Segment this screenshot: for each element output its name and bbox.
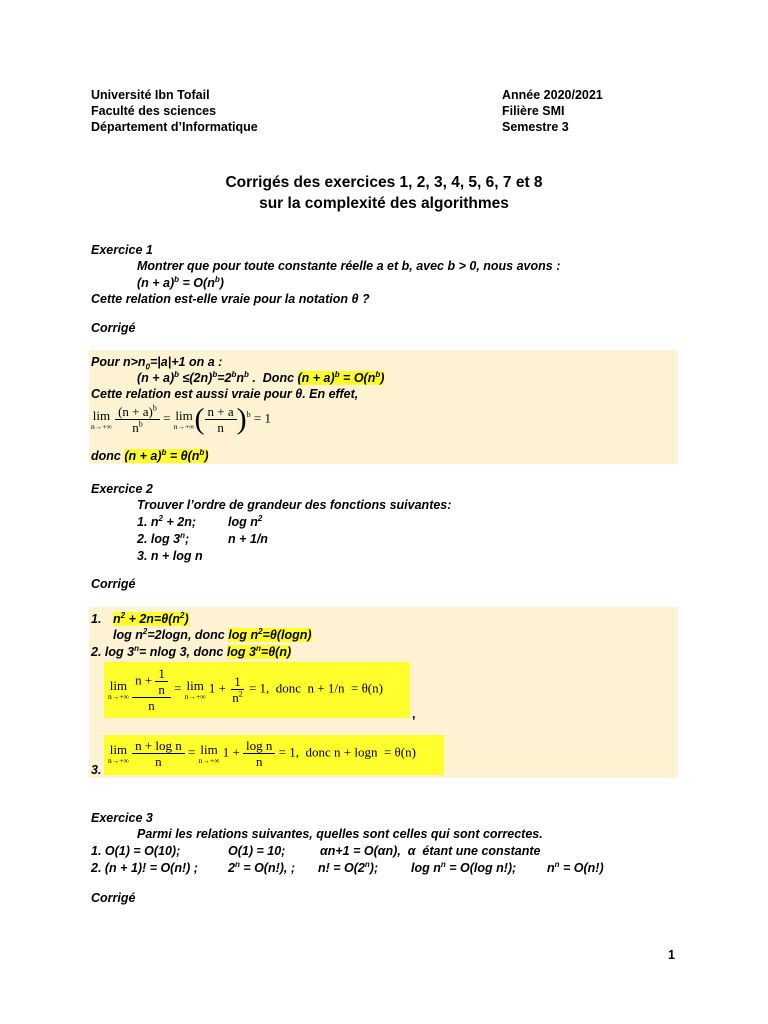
document-title-line2: sur la complexité des algorithmes	[259, 195, 509, 212]
ex3-corrige-label: Corrigé	[91, 891, 136, 905]
header-department: Département d’Informatique	[91, 120, 258, 134]
ex1-heading: Exercice 1	[91, 243, 153, 257]
ex1-question: Cette relation est-elle vraie pour la notation θ ?	[91, 292, 370, 306]
ex2-sol-number-3: 3.	[91, 763, 102, 777]
ex1-highlight-theta: $(n + a)^b = \theta(n^b)$	[124, 447, 209, 463]
ex2-statement: Trouver l’ordre de grandeur des fonctions suivantes:	[137, 498, 452, 512]
ex3-rel-2d: $\log n^n = O(\log$ n!);	[411, 859, 517, 875]
page-number: 1	[668, 948, 675, 962]
ex2-limit-formula-3: lim n→+∞ $\frac{\text{n + log n}}{n}$ = lim n→+∞ 1 + $\frac{\text{log n}}{n}$ = 1, donc n + logn = θ(n)	[104, 735, 444, 775]
theta-symbol: θ ?	[351, 292, 370, 306]
ex2-function-2b: n + 1/n	[228, 532, 268, 546]
ex2-sol-line2: $\log n^2=2\log n$, donc $\log n^2=\theta(\log n)$	[113, 626, 312, 642]
ex3-heading: Exercice 3	[91, 811, 153, 825]
ex2-comma: ,	[412, 707, 416, 721]
header-university: Université Ibn Tofail	[91, 88, 210, 102]
ex2-corrige-label: Corrigé	[91, 577, 136, 591]
ex3-rel-2b: $2^n = O(n!)$, ;	[228, 859, 296, 875]
ex1-relation: $(n + a)^b = O(n^b)$	[137, 274, 224, 290]
ex1-sol-line4: donc $(n + a)^b = \theta(n^b)$	[91, 447, 209, 463]
ex3-rel-2c: n! = $O(2^n)$;	[318, 859, 379, 875]
ex2-limit-formula-2: lim n→+∞ n + $\frac{1}{n}$ n = lim n→+∞ 1 + $\frac{1}{n^2}$ = 1, donc n + 1/n = θ(n)	[104, 662, 410, 718]
ex3-rel-1a: 1. O(1) = O(10);	[91, 844, 181, 858]
header-semester: Semestre 3	[502, 120, 569, 134]
ex2-heading: Exercice 2	[91, 482, 153, 496]
ex2-function-2: 2. log 3$^n$;	[137, 530, 190, 546]
ex2-sol-number-1: 1.	[91, 612, 102, 626]
ex2-function-1: 1. $n^2 + 2n$;	[137, 513, 196, 529]
ex3-rel-2a: 2. (n + 1)! = O(n!) ;	[91, 861, 198, 875]
ex2-sol-line3: 2. $\log 3^n= nlog$ 3, donc $\log 3^n=\theta(n)$	[91, 643, 292, 659]
document-title-line1: Corrigés des exercices 1, 2, 3, 4, 5, 6, 7 et 8	[225, 174, 543, 191]
ex1-limit-formula: lim n→+∞ $\frac{(n + a)^b}{n^b}$ = lim n→+∞ ( $\frac{n + a}{n}$ )$^b$ = 1	[91, 402, 271, 436]
ex1-sol-line2: $(n + a)^b \le(2n)^b=2^bn^b$ . Donc $(n + a)^b = O(n^b)$	[137, 369, 385, 385]
header-year: Année 2020/2021	[502, 88, 603, 102]
ex2-function-1b: $\log n^2$	[228, 513, 263, 529]
ex1-sol-line1: Pour $n>n_0=|a|+1$ on a :	[91, 355, 223, 372]
ex1-sol-line3: Cette relation est aussi vraie pour θ. En effet,	[91, 387, 359, 401]
ex3-rel-1b: O(1) = 10;	[228, 844, 286, 858]
ex1-corrige-label: Corrigé	[91, 321, 136, 335]
ex1-statement: Montrer que pour toute constante réelle a et b, avec b > 0, nous avons :	[137, 259, 561, 273]
header-track: Filière SMI	[502, 104, 565, 118]
ex2-function-3: 3. n + log n	[137, 549, 203, 563]
ex3-rel-1c: αn+1 = O(αn), α étant une constante	[320, 844, 541, 858]
ex3-statement: Parmi les relations suivantes, quelles sont celles qui sont correctes.	[137, 827, 543, 841]
header-faculty: Faculté des sciences	[91, 104, 217, 118]
ex1-highlight-O: $(n + a)^b = O(n^b)$	[297, 369, 385, 385]
ex2-sol-line1: $n^2 + 2n=\theta(n^2)$	[113, 610, 189, 626]
ex3-rel-2e: $n^n = O(n!)$	[547, 859, 604, 875]
